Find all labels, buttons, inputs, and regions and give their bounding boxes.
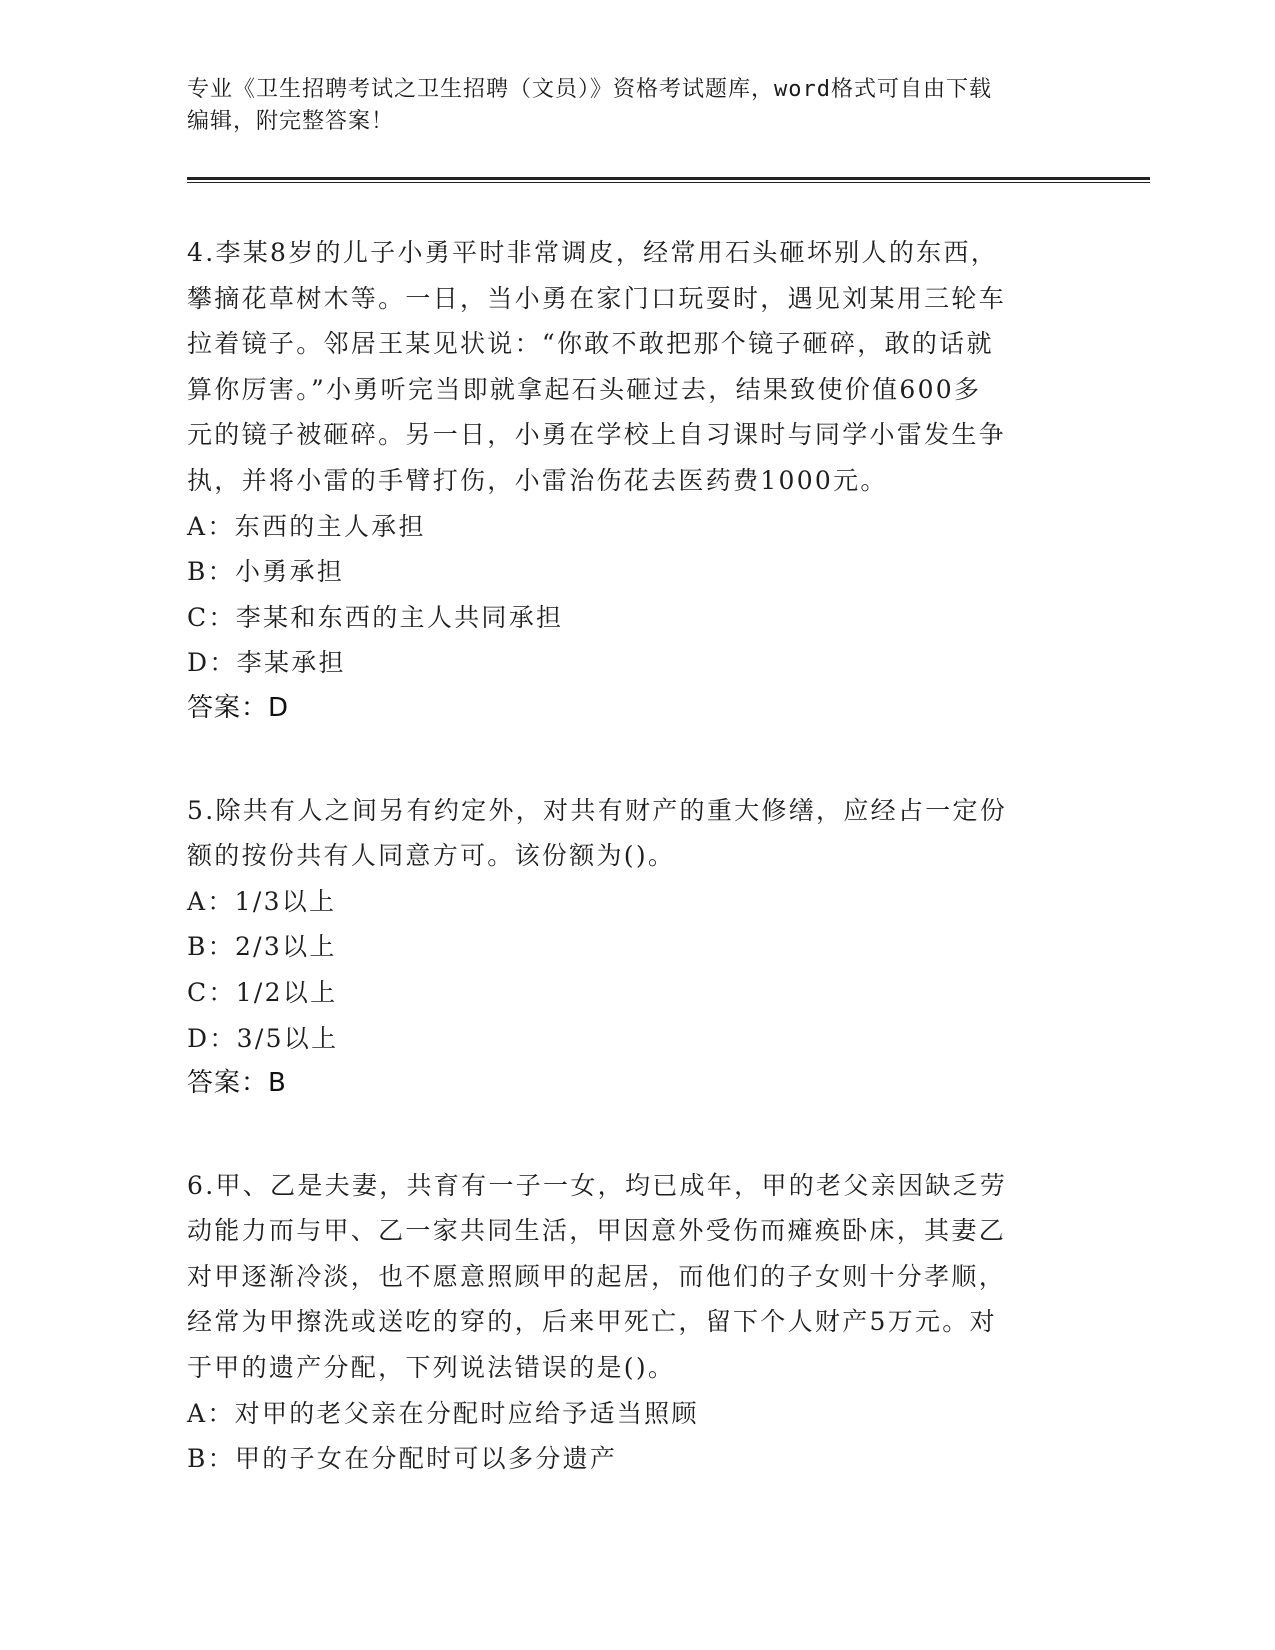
question-text-line: 执，并将小雷的手臂打伤，小雷治伤花去医药费1000元。	[187, 465, 888, 495]
document-header	[187, 74, 1087, 138]
question-text-line: 动能力而与甲、乙一家共同生活，甲因意外受伤而瘫痪卧床，其妻乙	[187, 1216, 1007, 1246]
header-divider-thick	[187, 177, 1150, 180]
option-b: B：小勇承担	[187, 557, 345, 587]
option-d: D：3/5以上	[187, 1023, 339, 1053]
option-a: A：东西的主人承担	[187, 511, 426, 541]
option-b: B：甲的子女在分配时可以多分遗产	[187, 1444, 618, 1474]
question-text-line: 5.除共有人之间另有约定外，对共有财产的重大修缮，应经占一定份	[187, 795, 1008, 825]
question-4	[187, 230, 1077, 732]
option-d: D：李某承担	[187, 648, 346, 678]
answer-label: 答案：B	[187, 1068, 287, 1099]
question-text-line: 额的按份共有人同意方可。该份额为()。	[187, 841, 676, 871]
header-line-2: 编辑，附完整答案！	[187, 109, 395, 134]
option-c: C：1/2以上	[187, 977, 338, 1007]
question-text-line: 4.李某8岁的儿子小勇平时非常调皮，经常用石头砸坏别人的东西，	[187, 238, 999, 267]
question-list	[187, 230, 1077, 1538]
answer-label: 答案：D	[187, 692, 290, 723]
header-divider-thin	[187, 182, 1150, 183]
question-text-line: 拉着镜子。邻居王某见状说：“你敢不敢把那个镜子砸碎，敢的话就	[187, 329, 994, 359]
question-text-line: 经常为甲擦洗或送吃的穿的，后来甲死亡，留下个人财产5万元。对	[187, 1307, 997, 1337]
question-text-line: 攀摘花草树木等。一日，当小勇在家门口玩耍时，遇见刘某用三轮车	[187, 283, 1007, 313]
question-6	[187, 1163, 1077, 1482]
question-text-line: 算你厉害。”小勇听完当即就拿起石头砸过去，结果致使价值600多	[187, 374, 982, 404]
option-a: A：对甲的老父亲在分配时应给予适当照顾	[187, 1398, 699, 1428]
header-line-1: 专业《卫生招聘考试之卫生招聘（文员）》资格考试题库，word格式可自由下载	[187, 77, 992, 102]
question-5	[187, 788, 1077, 1107]
option-a: A：1/3以上	[187, 886, 337, 916]
question-text-line: 元的镜子被砸碎。另一日，小勇在学校上自习课时与同学小雷发生争	[187, 420, 1007, 450]
option-b: B：2/3以上	[187, 932, 337, 962]
question-text-line: 对甲逐渐冷淡，也不愿意照顾甲的起居，而他们的子女则十分孝顺，	[187, 1261, 1007, 1291]
question-text-line: 于甲的遗产分配，下列说法错误的是()。	[187, 1353, 676, 1383]
option-c: C：李某和东西的主人共同承担	[187, 602, 564, 632]
question-text-line: 6.甲、乙是夫妻，共育有一子一女，均已成年，甲的老父亲因缺乏劳	[187, 1170, 1008, 1200]
